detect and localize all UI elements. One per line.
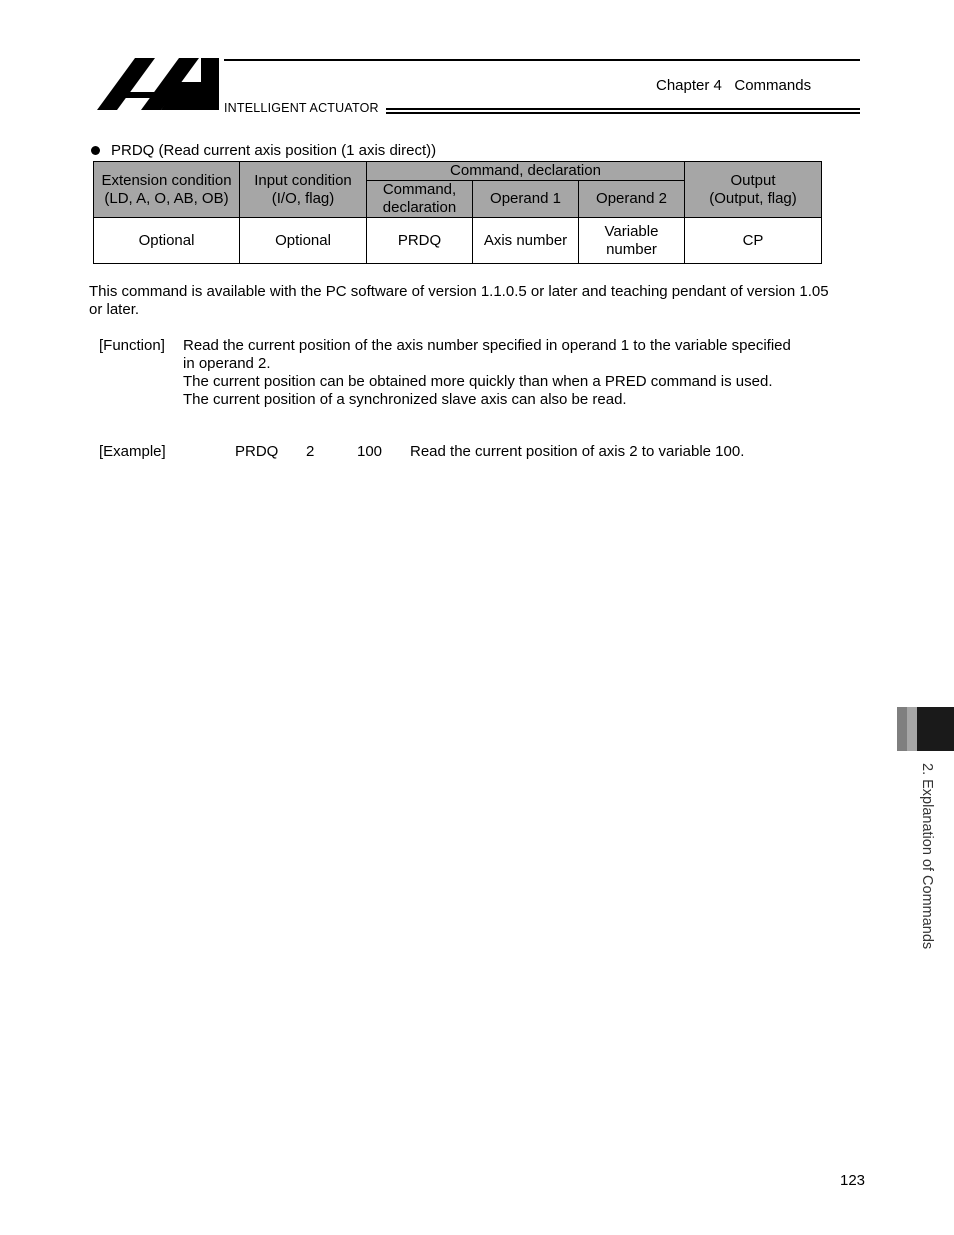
side-tab-label: 2. Explanation of Commands — [919, 763, 935, 950]
header-rule-top — [224, 59, 860, 61]
header-operand-1: Operand 1 — [473, 181, 579, 218]
page-number: 123 — [840, 1172, 866, 1189]
example-operand-2: 100 — [357, 443, 383, 460]
section-title: PRDQ (Read current axis position (1 axis direct)) — [111, 142, 437, 159]
function-description: Read the current position of the axis number specified in operand 1 to the variable specified in operand 2. The current position can be obtained more quickly than when a PRED command is used. The current position of a synchronized slave axis can also be read. — [183, 337, 791, 408]
cell-operand-1: Axis number — [473, 218, 579, 264]
example-command: PRDQ — [235, 443, 279, 460]
example-description: Read the current position of axis 2 to variable 100. — [410, 443, 745, 460]
header-rule-bottom-2 — [386, 112, 860, 114]
company-name: INTELLIGENT ACTUATOR — [224, 101, 379, 115]
cell-command: PRDQ — [367, 218, 473, 264]
example-operand-1: 2 — [306, 443, 315, 460]
side-tab-stripe-mid — [907, 707, 917, 751]
example-label: [Example] — [99, 443, 166, 460]
bullet-icon — [91, 146, 100, 155]
side-tab-block-dark — [917, 707, 954, 751]
command-table — [93, 161, 822, 264]
header-command-declaration: Command, declaration — [367, 181, 473, 218]
side-tab-stripe-light — [897, 707, 907, 751]
cell-input-condition: Optional — [240, 218, 367, 264]
header-operand-2: Operand 2 — [579, 181, 685, 218]
header-extension-condition: Extension condition (LD, A, O, AB, OB) — [94, 162, 240, 218]
header-output: Output (Output, flag) — [685, 162, 822, 218]
cell-operand-2: Variable number — [579, 218, 685, 264]
iai-logo — [97, 58, 219, 110]
header-input-condition: Input condition (I/O, flag) — [240, 162, 367, 218]
function-label: [Function] — [99, 337, 165, 354]
availability-note: This command is available with the PC software of version 1.1.0.5 or later and teaching pendant of version 1.05 or later. — [89, 283, 829, 318]
cell-extension-condition: Optional — [94, 218, 240, 264]
header-rule-bottom-1 — [386, 108, 860, 110]
cell-output: CP — [685, 218, 822, 264]
chapter-title: Chapter 4 Commands — [656, 77, 812, 94]
header-command-declaration-group: Command, declaration — [367, 162, 685, 181]
